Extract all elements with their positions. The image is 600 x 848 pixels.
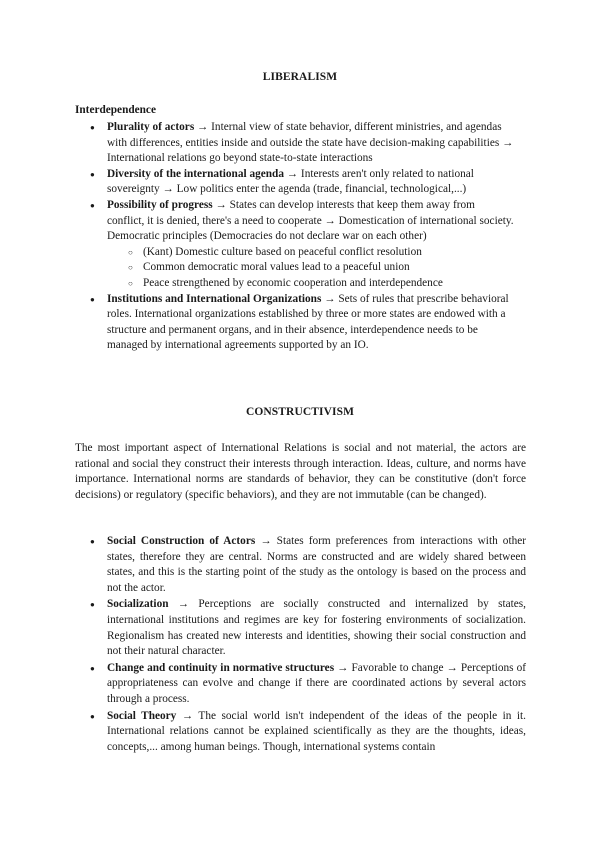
list-item xyxy=(90,198,515,292)
item-term: Socialization xyxy=(107,598,169,611)
list-item xyxy=(90,661,526,708)
item-term: Possibility of progress xyxy=(107,198,213,211)
item-text: → States form preferences from interactions with other states, therefore they are central. Norms are constructed and are widely shared between states, and this is the starting point of the study as the ontology is based on the process and not the actor. xyxy=(107,535,527,594)
item-text: → Interests aren't only related to national sovereignty → Low politics enter the agenda (trade, financial, technological,...) xyxy=(107,167,474,196)
constructivism-title: CONSTRUCTIVISM xyxy=(245,406,355,418)
item-term: Social Theory xyxy=(107,709,177,722)
item-term: Plurality of actors xyxy=(107,121,195,133)
liberalism-title: LIBERALISM xyxy=(262,71,338,83)
interdependence-heading: Interdependence xyxy=(75,104,156,116)
item-text: → Perceptions are socially constructed and internalized by states, international institutions and regimes are key for fostering environments of socialization. Regionalism has created new interests and identities, showing their social construction and not their natural character. xyxy=(107,598,526,658)
item-text: → Internal view of state behavior, different ministries, and agendas with differences, entities inside and outside the state have decision-making capabilities → International relations go beyond state-to-state interactions xyxy=(107,121,514,165)
constructivism-intro: The most important aspect of International Relations is social and not material, the actors are rational and social they construct their interests through interaction. Ideas, culture, and norms have importance. International norms are standards of behavior, they can be constitutive (don't force decisions) or regulatory (specific behaviors), and they are not immutable (can be changed). xyxy=(75,442,526,501)
item-term: Social Construction of Actors xyxy=(107,535,256,547)
constructivism-list xyxy=(90,534,526,755)
item-text: → The social world isn't independent of the ideas of the people in it. International relations cannot be explained scientifically as they are the thoughts, ideas, concepts,... among human beings. Though, international systems contain xyxy=(107,709,526,753)
liberalism-list xyxy=(90,120,515,354)
list-item xyxy=(90,534,526,596)
item-text: → States can develop interests that keep them away from conflict, it is denied, there's a need to cooperate → Domestication of international society. Democratic principles (Democracies do not declare war on each other) xyxy=(107,198,514,243)
list-item xyxy=(90,597,526,659)
sub-list xyxy=(107,245,515,292)
item-term: Change and continuity in normative structures xyxy=(107,661,335,674)
list-item xyxy=(90,292,515,354)
item-text: → Favorable to change → Perceptions of appropriateness can evolve and change if there are coordinated actions by several actors through a process. xyxy=(107,661,526,705)
sub-list-item: ○ Common democratic moral values lead to a peaceful union xyxy=(107,260,515,276)
item-term: Institutions and International Organizations xyxy=(107,292,322,305)
sub-list-item: ○ (Kant) Domestic culture based on peaceful conflict resolution xyxy=(107,245,515,261)
list-item xyxy=(90,167,515,198)
list-item xyxy=(90,120,515,167)
item-text: → Sets of rules that prescribe behavioral roles. International organizations established by three or more states are endowed with a structure and permanent organs, and in their absence, interdependence needs to be managed by international agreements supported by an IO. xyxy=(107,292,509,352)
sub-list-item: ○ Peace strengthened by economic cooperation and interdependence xyxy=(107,276,515,292)
item-term: Diversity of the international agenda xyxy=(107,167,284,180)
list-item xyxy=(90,709,526,756)
